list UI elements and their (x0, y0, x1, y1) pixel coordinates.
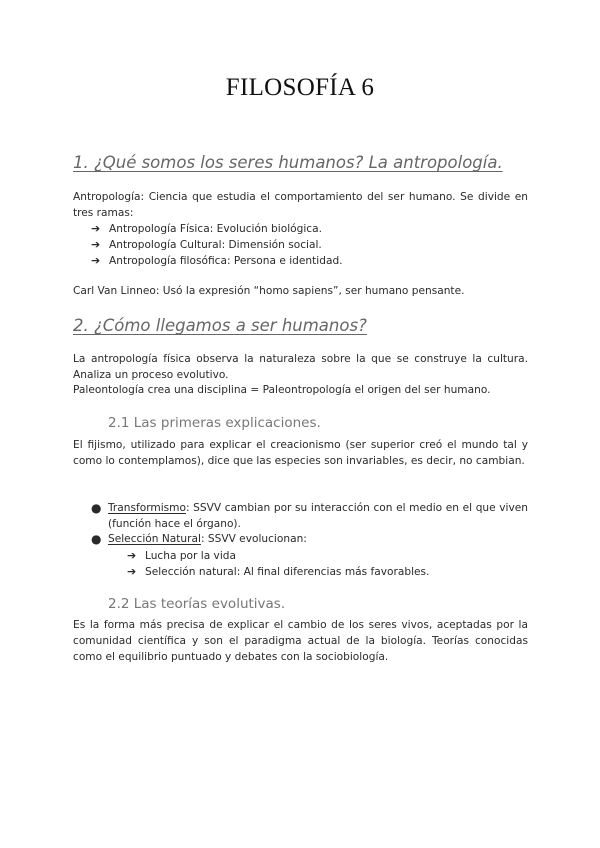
fijismo-paragraph: El fijismo, utilizado para explicar el creacionismo (ser superior creó el mundo tal y como lo contemplamos), dice que las especies son invariables, es decir, no cambian. (73, 439, 528, 467)
page-title: FILOSOFÍA 6 (225, 74, 375, 101)
arrow-icon: ➔ (127, 549, 137, 562)
subitem (127, 548, 236, 565)
subitem-text: Lucha por la vida (145, 550, 236, 562)
branch-item (91, 253, 343, 270)
branch-item (91, 237, 322, 254)
bullet-icon: ● (91, 532, 102, 546)
arrow-icon: ➔ (91, 254, 101, 267)
subsection-2-2-heading: 2.2 Las teorías evolutivas. (108, 596, 286, 612)
arrow-icon: ➔ (91, 238, 101, 251)
bullet-term: Transformismo (108, 502, 186, 514)
bullet-icon: ● (91, 501, 102, 515)
subitem-text: Selección natural: Al final diferencias más favorables. (145, 566, 430, 578)
section-1-intro: Antropología: Ciencia que estudia el comportamiento del ser humano. Se divide en tres ramas: (73, 191, 528, 219)
teorias-paragraph: Es la forma más precisa de explicar el cambio de los seres vivos, aceptadas por la comunidad científica y son el paradigma actual de la biología. Teorías conocidas como el equilibrio puntuado y debates con la sociobiología. (73, 619, 528, 663)
arrow-icon: ➔ (91, 222, 101, 235)
bullet-term: Selección Natural (108, 533, 201, 545)
branch-item (91, 221, 322, 238)
bullet-item-seleccion-natural (91, 532, 528, 548)
subitem (127, 564, 429, 581)
section-1-heading: 1. ¿Qué somos los seres humanos? La antropología. (73, 153, 503, 172)
branch-text: Antropología Cultural: Dimensión social. (109, 239, 322, 251)
bullet-text: : SSVV cambian por su interacción con el medio en el que viven (función hace el órgano). (108, 502, 528, 530)
bullet-item-transformismo (91, 501, 528, 533)
bullet-text: : SSVV evolucionan: (200, 533, 307, 545)
branch-text: Antropología Física: Evolución biológica. (109, 223, 322, 235)
section-2-heading: 2. ¿Cómo llegamos a ser humanos? (73, 316, 367, 335)
arrow-icon: ➔ (127, 565, 137, 578)
linneo-paragraph: Carl Van Linneo: Usó la expresión “homo sapiens”, ser humano pensante. (73, 285, 465, 297)
branch-text: Antropología filosófica: Persona e identidad. (109, 255, 343, 267)
section-2-paragraph-1: La antropología física observa la naturaleza sobre la que se construye la cultura. Analiza un proceso evolutivo. (73, 353, 528, 381)
section-2-paragraph-2: Paleontología crea una disciplina = Paleontropología el origen del ser humano. (73, 384, 491, 396)
subsection-2-1-heading: 2.1 Las primeras explicaciones. (108, 415, 321, 431)
